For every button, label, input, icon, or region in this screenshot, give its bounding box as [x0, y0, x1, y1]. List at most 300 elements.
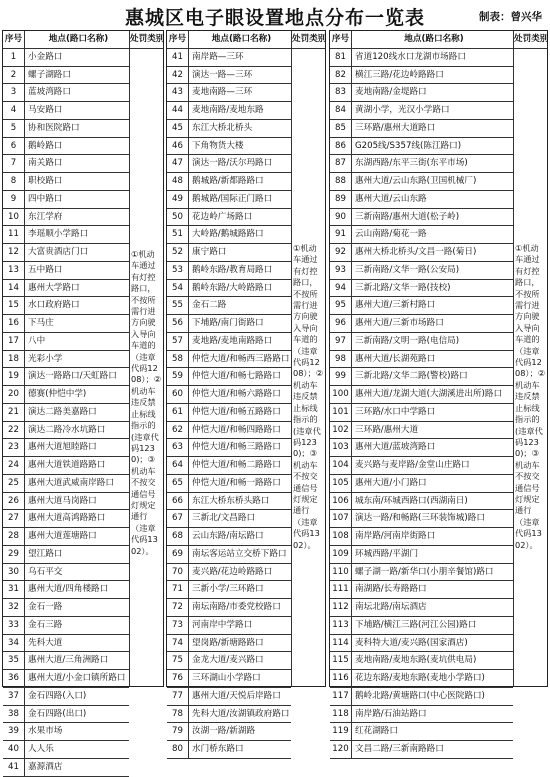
table-row [330, 635, 513, 653]
row-number: 65 [167, 475, 189, 492]
table-row [167, 155, 291, 173]
row-location: 三新北/文昌路口 [192, 513, 256, 524]
row-number: 57 [167, 333, 189, 350]
row-number: 15 [3, 297, 25, 314]
row-location: 惠州大道/三新市场路口 [355, 318, 444, 328]
table-column-3 [329, 30, 549, 754]
row-number: 107 [330, 510, 352, 527]
row-location: 鹅岭路口 [28, 140, 63, 151]
row-location: 演达一路/沃尔玛路口 [192, 158, 273, 169]
table-row [167, 510, 291, 528]
row-location: 职校路口 [28, 176, 63, 186]
row-location: 惠州大道/三角洲路口 [28, 655, 109, 666]
row-number: 63 [167, 439, 189, 456]
row-location: 仲恺大道/和畅一路路口 [192, 477, 281, 488]
table-row [3, 368, 129, 386]
row-number: 60 [167, 386, 189, 403]
table-row [3, 759, 129, 777]
row-number: 62 [167, 422, 189, 439]
row-location: 鹅城路/国际正门路口 [192, 193, 273, 204]
row-number: 110 [330, 564, 352, 581]
table-row [167, 528, 291, 546]
row-location: 李瑶顺小学路口 [28, 229, 89, 240]
row-number: 25 [3, 475, 25, 492]
table-row [3, 439, 129, 457]
table-row [167, 138, 291, 156]
table-row [330, 706, 513, 724]
header-location: 地点(路口名称) [211, 34, 272, 44]
row-location: 三环路/惠州大道路口 [355, 122, 436, 133]
row-number: 87 [330, 155, 352, 172]
row-number: 41 [167, 49, 189, 66]
table-row [167, 120, 291, 138]
row-number: 18 [3, 351, 25, 368]
row-number: 104 [330, 457, 352, 474]
category-column [513, 31, 547, 686]
table-row [167, 315, 291, 333]
row-number: 44 [167, 102, 189, 119]
row-number: 2 [3, 67, 25, 84]
row-number: 32 [3, 599, 25, 616]
row-number: 13 [3, 262, 25, 279]
row-location: 乌石平交 [28, 566, 63, 577]
row-number: 90 [330, 209, 352, 226]
table-row [3, 120, 129, 138]
row-number: 66 [167, 493, 189, 510]
table-row [3, 723, 129, 741]
table-row [330, 581, 513, 599]
row-location: 八中 [28, 335, 46, 346]
row-number: 45 [167, 120, 189, 137]
table-row [167, 599, 291, 617]
table-row [167, 386, 291, 404]
row-number: 97 [330, 333, 352, 350]
row-location: 鹅岭东路/大岭路路口 [192, 282, 273, 293]
header-location: 地点(路口名称) [48, 34, 109, 44]
row-number: 118 [330, 706, 352, 723]
table-row [3, 493, 129, 511]
table-row [3, 209, 129, 227]
row-location: 水果市场 [28, 726, 63, 737]
row-location: 仲恺大道/和畅四路路口 [192, 424, 281, 435]
row-number: 80 [167, 741, 189, 758]
table-row [3, 315, 129, 333]
category-column [291, 31, 325, 686]
row-location: 城东南/环城西路口(西湖南日) [355, 495, 468, 506]
row-location: 协和医院路口 [28, 122, 80, 133]
table-row [167, 617, 291, 635]
row-number: 1 [3, 49, 25, 66]
table-row [167, 209, 291, 227]
row-number: 67 [167, 510, 189, 527]
row-number: 64 [167, 457, 189, 474]
table-row [330, 315, 513, 333]
table-row [3, 564, 129, 582]
row-number: 92 [330, 244, 352, 261]
table-row [330, 67, 513, 85]
row-location: 演达一路—三环 [192, 69, 253, 80]
row-location: 惠州大道/云山东路 [355, 193, 427, 204]
row-location: 螺子湖一路/新华口(小朋辛餐馆)路口 [355, 566, 494, 577]
row-location: 演达一路/和畅路(三环装饰城)路口 [355, 513, 485, 524]
table-row [167, 333, 291, 351]
row-number: 49 [167, 191, 189, 208]
row-number: 114 [330, 635, 352, 652]
row-number: 89 [330, 191, 352, 208]
row-location: 惠州大道/长湖苑路口 [355, 353, 436, 364]
row-location: 南坛北路/南坛酒店 [355, 602, 427, 612]
row-number: 39 [3, 723, 25, 740]
table-row [167, 351, 291, 369]
table-row [330, 457, 513, 475]
row-number: 48 [167, 173, 189, 190]
row-location: 惠州大道武威南岸路口 [28, 477, 114, 488]
row-location: 下马庄 [28, 318, 54, 328]
row-location: 演达一路路口/天虹路口 [28, 371, 117, 382]
row-number: 11 [3, 226, 25, 243]
row-number: 115 [330, 652, 352, 669]
table-row [167, 670, 291, 688]
row-location: 三环湖山小学路口 [192, 673, 261, 683]
row-location: 南坛南路/市委党校路口 [192, 602, 281, 612]
row-location: 嘉源酒店 [28, 761, 63, 772]
table-row [167, 280, 291, 298]
row-location: 省道120线水口龙湖市场路口 [355, 51, 466, 62]
row-number: 26 [3, 493, 25, 510]
row-location: 云山东路/南坛路口 [192, 531, 264, 541]
row-location: 红花湖路口 [355, 726, 398, 737]
table-row [167, 191, 291, 209]
table-row [3, 528, 129, 546]
row-number: 23 [3, 439, 25, 456]
row-location: 三新北路/文华一路(技校) [355, 282, 451, 293]
row-location: 金石三路 [28, 619, 63, 630]
table-row [167, 422, 291, 440]
row-location: 三新小学/三环路口 [192, 584, 264, 595]
row-location: 演达二路冷水坑路口 [28, 424, 106, 435]
row-location: 惠州大道/蓝坡湾路口 [355, 442, 436, 453]
row-location: 仲恺大道/和畅五路路口 [192, 406, 281, 417]
row-location: 仲恺大道/和畅三路路口 [192, 442, 281, 453]
table-row [3, 546, 129, 564]
table-row [330, 138, 513, 156]
table-row [167, 102, 291, 120]
row-number: 120 [330, 741, 352, 758]
row-number: 111 [330, 581, 352, 598]
row-location: 惠州大学路口 [28, 282, 80, 293]
table-row [330, 173, 513, 191]
row-location: 鹅岭东路/教育局路口 [192, 264, 273, 275]
row-number: 38 [3, 706, 25, 723]
row-number: 68 [167, 528, 189, 545]
row-location: 螺子湖路口 [28, 69, 71, 80]
row-number: 102 [330, 422, 352, 439]
row-location: 河南岸中学路口 [192, 619, 253, 630]
row-location: 小金路口 [28, 51, 63, 62]
table-row [167, 635, 291, 653]
table-row [330, 209, 513, 227]
row-number: 70 [167, 564, 189, 581]
table-row [3, 457, 129, 475]
row-location: 麦地路/麦地南路路口 [192, 335, 273, 346]
table-row [330, 564, 513, 582]
row-number: 24 [3, 457, 25, 474]
row-number: 20 [3, 386, 25, 403]
table-row [330, 333, 513, 351]
header-location: 地点(路口名称) [404, 34, 464, 44]
table-row [3, 173, 129, 191]
table-row [167, 244, 291, 262]
row-location: 惠州大道高鸿路路口 [28, 513, 106, 524]
row-location: 惠州大道/小门路口 [355, 477, 427, 488]
table-row [330, 191, 513, 209]
row-number: 14 [3, 280, 25, 297]
table-row [3, 138, 129, 156]
row-number: 119 [330, 723, 352, 740]
table-row [167, 475, 291, 493]
table-row [3, 581, 129, 599]
row-location: 南湖路/长寿路路口 [355, 584, 427, 595]
table-header-row [167, 31, 291, 49]
table-row [3, 244, 129, 262]
row-number: 116 [330, 670, 352, 687]
table-row [3, 386, 129, 404]
row-location: 三环路/水口中学路口 [355, 406, 436, 417]
row-number: 29 [3, 546, 25, 563]
row-location: 惠州大道/小金口镇所路口 [28, 673, 126, 683]
row-location: 麦地南路/金堤路口 [355, 87, 427, 98]
row-location: 东江学府 [28, 211, 63, 222]
table-row [167, 457, 291, 475]
table-row [167, 564, 291, 582]
table-row [167, 297, 291, 315]
table-row [167, 688, 291, 706]
table-row [330, 49, 513, 67]
row-location: 惠州大道/三新村路口 [355, 300, 436, 311]
table-row [330, 652, 513, 670]
table-row [3, 155, 129, 173]
row-number: 30 [3, 564, 25, 581]
table-row [3, 422, 129, 440]
row-number: 91 [330, 226, 352, 243]
row-location: 三新南路/文华一路(公安局) [355, 264, 460, 275]
row-location: 先科大道 [28, 637, 63, 648]
table-row [167, 652, 291, 670]
table-row [330, 723, 513, 741]
row-number: 10 [3, 209, 25, 226]
table-row [3, 226, 129, 244]
table-row [330, 262, 513, 280]
row-number: 76 [167, 670, 189, 687]
table-row [330, 155, 513, 173]
table-row [3, 351, 129, 369]
row-location: 麦兴路与麦岸路/金堂山庄路口 [355, 460, 470, 470]
row-location: 惠州大道莲塘路口 [28, 531, 97, 541]
row-number: 22 [3, 422, 25, 439]
row-number: 72 [167, 599, 189, 616]
row-location: 惠州大道/天悦后岸路口 [192, 690, 281, 701]
row-location: 东江大桥东桥头路口 [192, 495, 270, 506]
row-location: 水口政府路口 [28, 300, 80, 311]
category-text: ①机动车通过有灯控路口，不按所需行进方向驶入导向车道的（违章代码1208）；②机动车违反禁止标线指示的(违章代码1230)；③机动车不按交通信号灯规定通行（违章代码1302）。 [515, 243, 546, 550]
table-row [3, 670, 129, 688]
row-number: 9 [3, 191, 25, 208]
row-number: 86 [330, 138, 352, 155]
row-location: 下埔路/南门街路口 [192, 318, 264, 328]
row-number: 71 [167, 581, 189, 598]
row-number: 77 [167, 688, 189, 705]
row-location: 南岸路/石油站路口 [355, 708, 427, 719]
table-header-row [3, 31, 129, 49]
row-number: 75 [167, 652, 189, 669]
row-number: 98 [330, 351, 352, 368]
row-number: 74 [167, 635, 189, 652]
table-row [3, 510, 129, 528]
table-row [330, 244, 513, 262]
row-number: 17 [3, 333, 25, 350]
row-location: 黄湖小学，光汉小学路口 [355, 105, 450, 115]
row-number: 3 [3, 84, 25, 101]
row-location: 仲恺大道/和畅七路路口 [192, 371, 281, 382]
table-row [3, 280, 129, 298]
table-row [167, 439, 291, 457]
row-number: 109 [330, 546, 352, 563]
row-number: 99 [330, 368, 352, 385]
row-number: 43 [167, 84, 189, 101]
table-credit: 制表：曾兴华 [479, 11, 542, 23]
row-location: 蓝坡湾路口 [28, 87, 71, 98]
row-location: 演达二路美嘉路口 [28, 406, 97, 417]
table-row [330, 297, 513, 315]
table-row [330, 599, 513, 617]
table-column-2 [166, 30, 327, 754]
row-number: 69 [167, 546, 189, 563]
table-row [3, 67, 129, 85]
row-location: 马安路口 [28, 105, 63, 115]
row-location: 下角物货大楼 [192, 140, 244, 151]
row-location: 四中路口 [28, 193, 63, 204]
row-number: 55 [167, 297, 189, 314]
row-location: 惠州大道/云山东路(卫国机械厂) [355, 176, 477, 186]
row-location: 光彩小学 [28, 353, 63, 364]
row-location: 花边东路/麦地东路(麦地小学路口) [355, 673, 485, 683]
row-number: 51 [167, 226, 189, 243]
row-number: 61 [167, 404, 189, 421]
table-row [330, 688, 513, 706]
row-location: 惠州大道铁道路路口 [28, 460, 106, 470]
row-number: 82 [330, 67, 352, 84]
row-number: 31 [3, 581, 25, 598]
table-row [330, 493, 513, 511]
row-location: 望江路口 [28, 548, 63, 559]
row-number: 50 [167, 209, 189, 226]
row-number: 81 [330, 49, 352, 66]
row-location: 麦地南路—三环 [192, 87, 253, 98]
table-row [167, 368, 291, 386]
row-location: 三新南路/文明一路(电信局) [355, 335, 460, 346]
table-row [330, 546, 513, 564]
row-location: 仲恺大道/和畅西三路路口 [192, 353, 290, 364]
table-row [167, 49, 291, 67]
header-num: 序号 [3, 31, 25, 48]
row-location: 望岗路/新塘路路口 [192, 637, 264, 648]
row-location: 花边岭广场路口 [192, 211, 253, 222]
table-row [3, 262, 129, 280]
row-location: 大岭路/鹅城路路口 [192, 229, 264, 240]
row-location: 南关路口 [28, 158, 63, 169]
table-column-1 [2, 30, 165, 772]
row-number: 85 [330, 120, 352, 137]
table-row [330, 280, 513, 298]
table-row [3, 635, 129, 653]
row-location: 人人乐 [28, 744, 54, 754]
row-location: 横江三路/花边岭路路口 [355, 69, 444, 80]
table-row [3, 102, 129, 120]
table-row [330, 102, 513, 120]
row-location: 金石四路(出口) [28, 708, 87, 719]
row-number: 12 [3, 244, 25, 261]
row-number: 41 [3, 759, 25, 776]
row-location: 云山南路/菊花一路 [355, 229, 427, 240]
row-location: 德赛(仲恺中学) [28, 389, 87, 399]
row-location: 大富贵酒店门口 [28, 247, 89, 257]
page-title: 惠城区电子眼设置地点分布一览表 [124, 7, 425, 29]
table-row [3, 297, 129, 315]
row-number: 7 [3, 155, 25, 172]
row-number: 54 [167, 280, 189, 297]
row-number: 100 [330, 386, 352, 403]
row-number: 40 [3, 741, 25, 758]
row-location: 麦地南路/麦地东路(麦坑供电局) [355, 655, 477, 666]
row-number: 112 [330, 599, 352, 616]
row-location: 惠州大道/龙湖大道(大湖溪进出所)路口 [355, 389, 503, 399]
row-location: 鹅城路/新都路路口 [192, 176, 264, 186]
row-location: 三新北路/文华二路(警校)路口 [355, 371, 468, 382]
row-number: 28 [3, 528, 25, 545]
table-row [330, 439, 513, 457]
row-number: 84 [330, 102, 352, 119]
row-number: 113 [330, 617, 352, 634]
table-row [3, 84, 129, 102]
table-row [3, 599, 129, 617]
row-number: 4 [3, 102, 25, 119]
row-number: 53 [167, 262, 189, 279]
page-header [0, 0, 550, 30]
row-location: 东江大桥北桥头 [192, 122, 253, 133]
category-text: ①机动车通过有灯控路口，不按所需行进方向驶入导向车道的（违章代码1208）；②机动车违反禁止标线指示的(违章代码1230)；③机动车不按交通信号灯规定通行（违章代码1302）。 [293, 243, 324, 550]
table-row [330, 475, 513, 493]
row-number: 47 [167, 155, 189, 172]
row-location: 康宁路口 [192, 247, 227, 257]
table-row [3, 706, 129, 724]
row-number: 88 [330, 173, 352, 190]
row-location: 先科大道/汝湖镇政府路口 [192, 708, 290, 719]
table-header-row [330, 31, 513, 49]
table-row [167, 741, 291, 759]
category-text: ①机动车通过有灯控路口，不按所需行进方向驶入导向车道的（违章代码1208）；②机动车违反禁止标线指示的(违章代码1230)；③机动车不按交通信号灯规定通行（违章代码1302）。 [131, 249, 162, 556]
row-number: 37 [3, 688, 25, 705]
row-location: 惠州大道马岗路口 [28, 495, 97, 506]
row-location: 南岸路/河南岸街路口 [355, 531, 436, 541]
row-number: 21 [3, 404, 25, 421]
table-row [3, 475, 129, 493]
row-number: 52 [167, 244, 189, 261]
row-number: 103 [330, 439, 352, 456]
row-location: 汝湖一路/新湖路 [192, 726, 256, 737]
row-location: 南岸路—三环 [192, 51, 244, 62]
row-location: 水门桥东路口 [192, 744, 244, 754]
row-location: 麦科特大道/麦兴路(国家酒店) [355, 637, 468, 648]
